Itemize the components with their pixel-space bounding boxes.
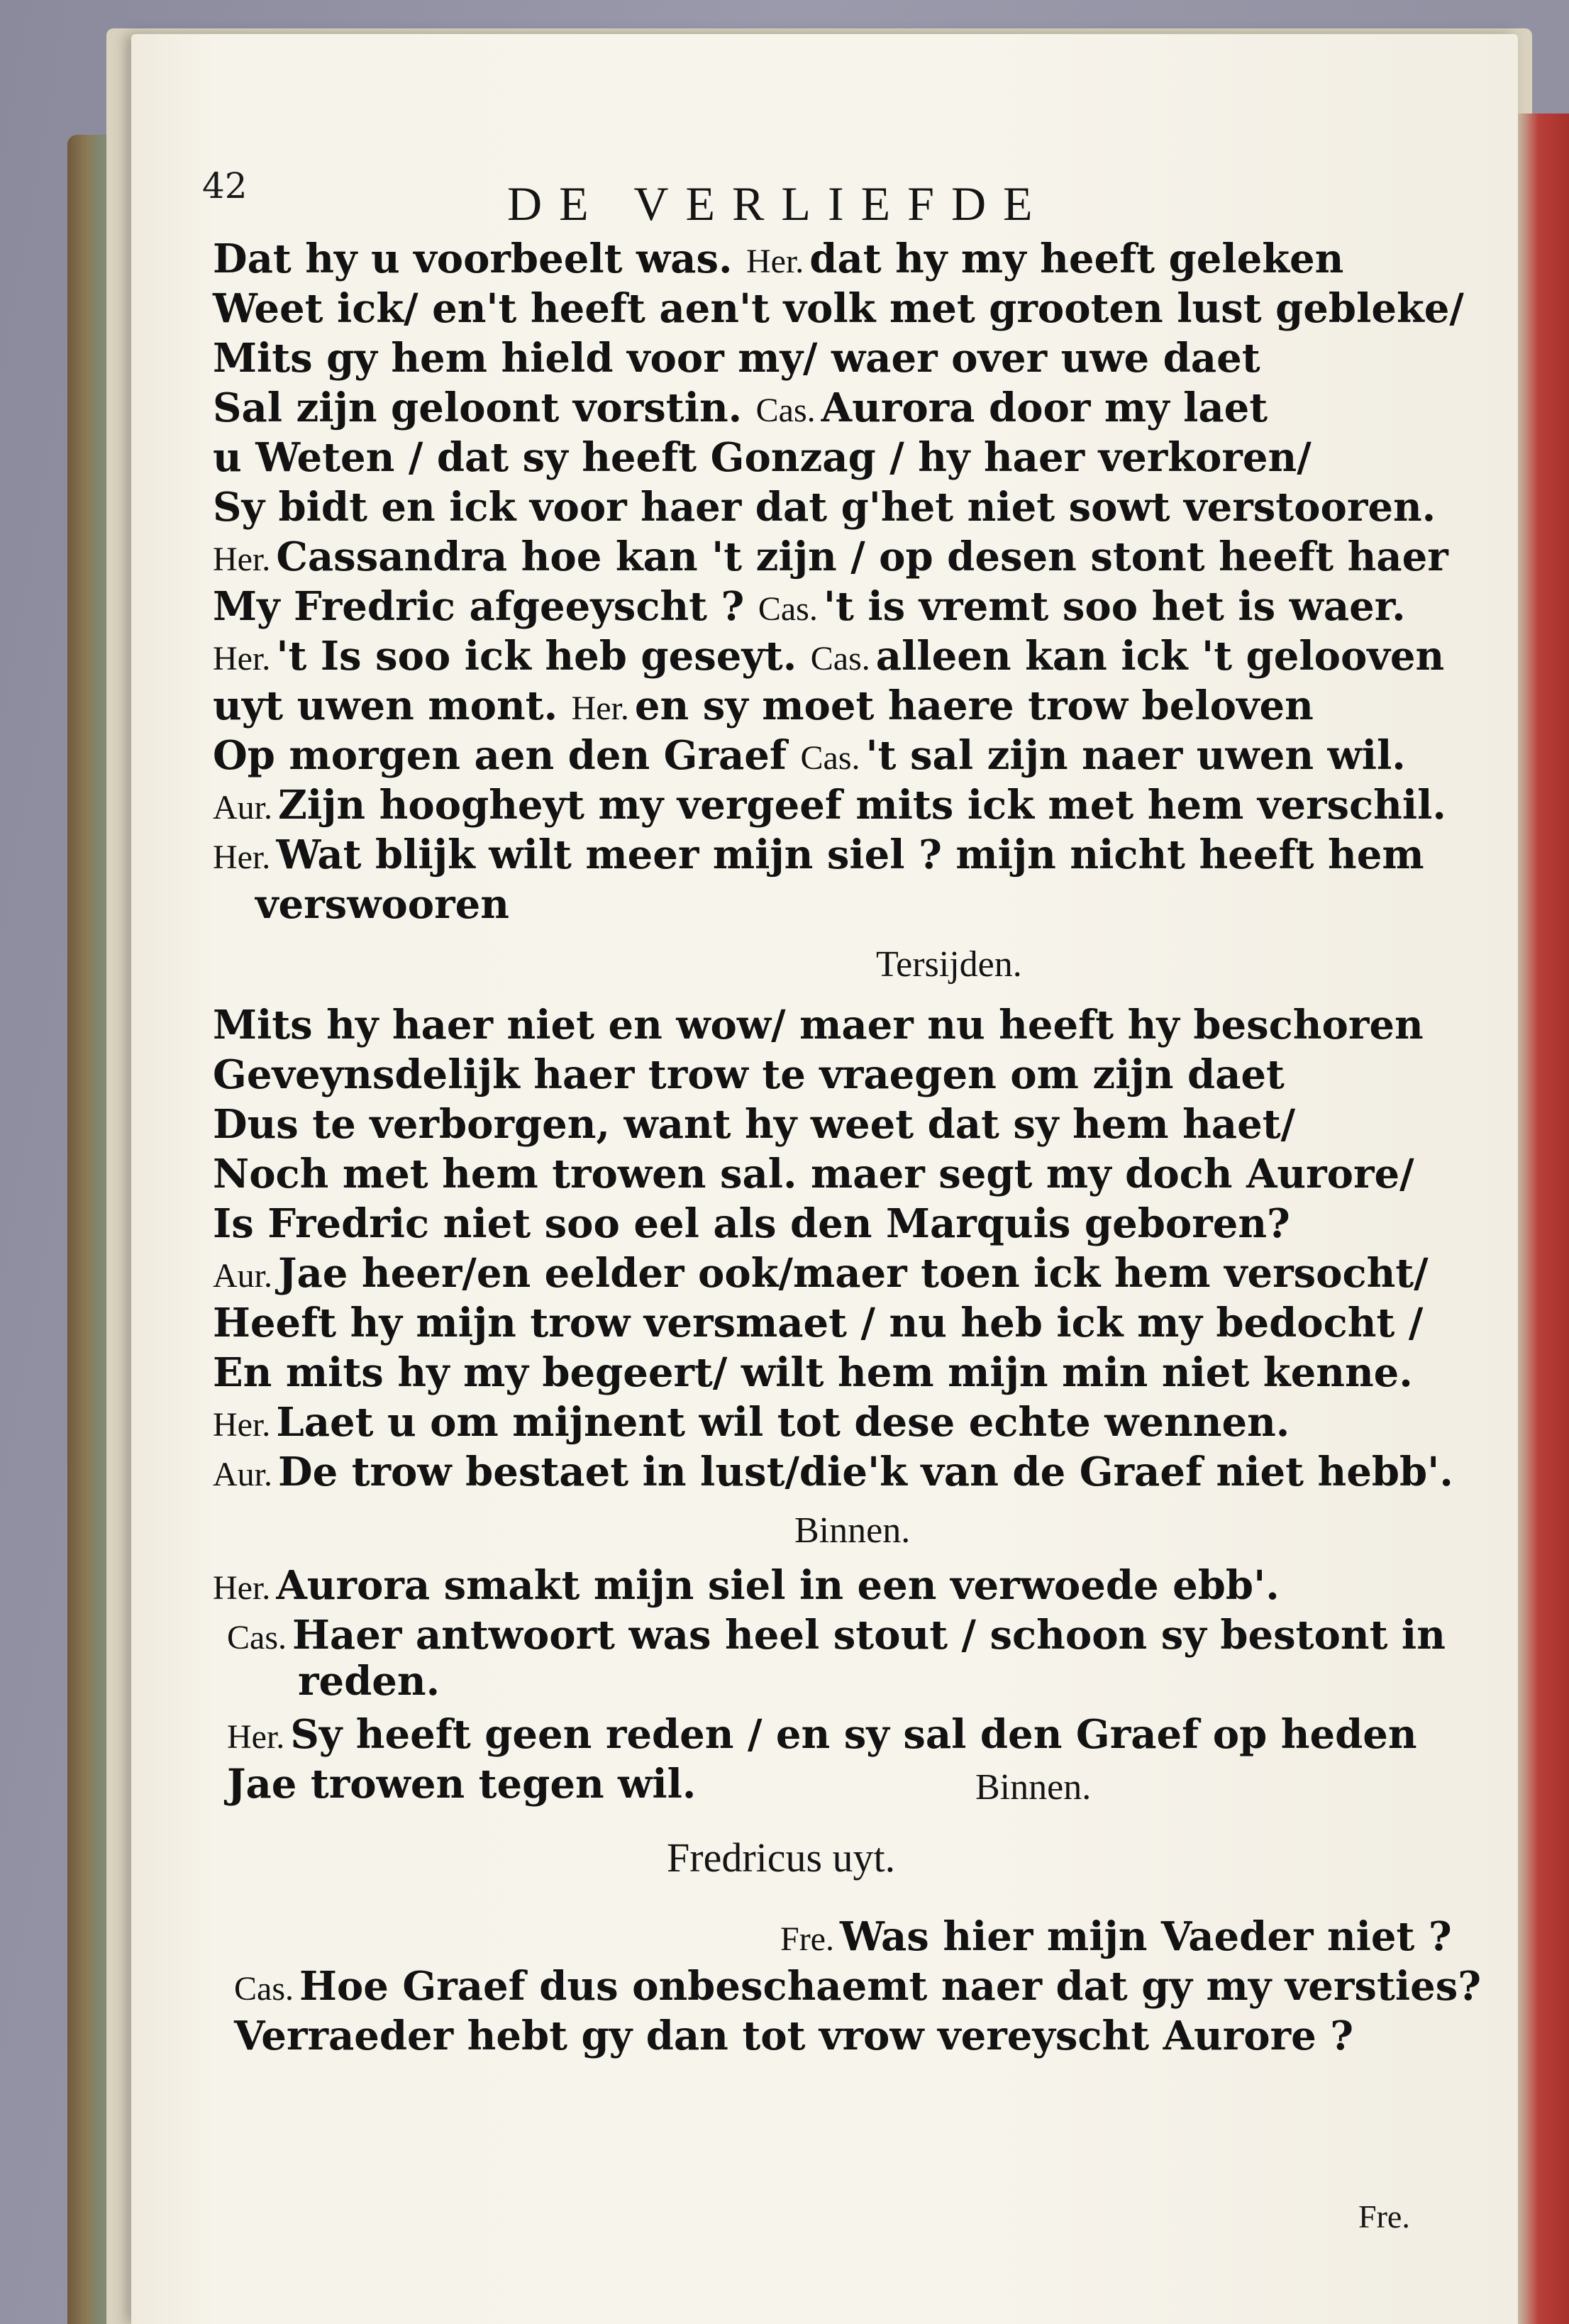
line-text: 't is vremt soo het is waer. [823, 583, 1406, 630]
line-text: My Fredric afgeeyscht ? [213, 583, 745, 630]
speaker-label: Her. [213, 640, 271, 677]
line-text: Dat hy u voorbeelt was. [213, 236, 733, 282]
text-line [227, 1610, 1446, 1660]
text-line [227, 1710, 1417, 1759]
line-text: Sy heeft geen reden / en sy sal den Graef op heden [290, 1711, 1417, 1758]
stage-direction: Binnen. [794, 1510, 911, 1551]
text-line [234, 1961, 1481, 2011]
text-line [213, 1149, 1414, 1199]
line-text: Mits hy haer niet en wow/ maer nu heeft hy beschoren [213, 1002, 1424, 1048]
text-line [213, 333, 1260, 383]
text-line [213, 1447, 1453, 1497]
text-line [213, 681, 1314, 731]
line-text: Laet u om mijnent wil tot dese echte wennen. [276, 1399, 1290, 1446]
text-line [213, 1000, 1424, 1050]
speaker-label: Her. [213, 541, 271, 578]
line-text: Heeft hy mijn trow versmaet / nu heb ick my bedocht / [213, 1300, 1424, 1346]
line-text: Was hier mijn Vaeder niet ? [839, 1913, 1452, 1960]
speaker-label: Cas. [758, 590, 818, 628]
text-line [780, 1912, 1452, 1961]
text-line [227, 1759, 696, 1809]
speaker-label: Her. [745, 243, 804, 280]
line-text: En mits hy my begeert/ wilt hem mijn min niet kenne. [213, 1349, 1413, 1396]
text-line [255, 880, 509, 929]
text-line [213, 284, 1464, 333]
speaker-label: Aur. [213, 789, 272, 826]
text-line [213, 780, 1446, 830]
text-line [298, 1656, 440, 1706]
speaker-label: Her. [213, 839, 271, 876]
line-text: verswooren [255, 881, 509, 928]
text-line [213, 1348, 1413, 1398]
line-text: Wat blijk wilt meer mijn siel ? mijn nicht heeft hem [276, 831, 1424, 878]
text-line [213, 1249, 1429, 1298]
line-text: reden. [298, 1658, 440, 1705]
line-text: Jae trowen tegen wil. [227, 1761, 697, 1808]
running-head: DE VERLIEFDE [507, 177, 1050, 231]
text-line [213, 1298, 1423, 1348]
speaker-label: Aur. [213, 1456, 272, 1493]
line-text: Verraeder hebt gy dan tot vrow vereyscht Aurore ? [234, 2013, 1354, 2059]
text-line [213, 234, 1343, 284]
line-text: Aurora door my laet [821, 384, 1268, 431]
line-text: Jae heer/en eelder ook/maer toen ick hem versocht/ [278, 1250, 1429, 1297]
stage-direction: Fredricus uyt. [667, 1835, 896, 1881]
line-text: Haer antwoort was heel stout / schoon sy bestont in [292, 1612, 1446, 1659]
speaker-label: Cas. [810, 640, 870, 677]
line-text: en sy moet haere trow beloven [634, 682, 1314, 729]
speaker-label: Cas. [227, 1619, 287, 1656]
speaker-label: Her. [227, 1718, 285, 1756]
line-text: Sal zijn geloont vorstin. [213, 384, 743, 431]
speaker-label: Her. [213, 1569, 271, 1607]
line-text: u Weten / dat sy heeft Gonzag / hy haer verkoren/ [213, 434, 1312, 481]
line-text: Is Fredric niet soo eel als den Marquis geboren? [213, 1200, 1290, 1247]
line-text: Aurora smakt mijn siel in een verwoede ebb'. [276, 1562, 1280, 1609]
catchword: Fre. [1358, 2198, 1410, 2235]
line-text: dat hy my heeft geleken [809, 236, 1344, 282]
text-line [213, 631, 1444, 681]
speaker-label: Fre. [780, 1920, 834, 1958]
text-line [213, 433, 1312, 482]
book-page [131, 34, 1518, 2324]
line-text: Mits gy hem hield voor my/ waer over uwe daet [213, 335, 1260, 382]
stage-direction: Binnen. [975, 1767, 1092, 1808]
speaker-label: Her. [571, 690, 629, 727]
text-line [213, 1398, 1290, 1447]
line-text: Hoe Graef dus onbeschaemt naer dat gy my versties? [299, 1963, 1482, 2010]
line-text: De trow bestaet in lust/die'k van de Graef niet hebb'. [278, 1449, 1453, 1495]
line-text: uyt uwen mont. [213, 682, 558, 729]
text-line [213, 731, 1406, 780]
line-text: Noch met hem trowen sal. maer segt my doch Aurore/ [213, 1151, 1414, 1197]
line-text: 't sal zijn naer uwen wil. [865, 732, 1406, 779]
line-text: Dus te verborgen, want hy weet dat sy hem haet/ [213, 1101, 1296, 1148]
text-line [213, 582, 1406, 631]
speaker-label: Cas. [755, 392, 816, 429]
line-text: alleen kan ick 't gelooven [875, 633, 1445, 680]
text-line [213, 1050, 1285, 1100]
speaker-label: Cas. [234, 1970, 294, 2008]
text-line [234, 2011, 1353, 2061]
book-cover-edge [1518, 114, 1569, 2324]
stage-direction: Tersijden. [876, 944, 1022, 985]
text-line [213, 830, 1424, 880]
page-number: 42 [202, 165, 248, 206]
line-text: Op morgen aen den Graef [213, 732, 787, 779]
text-line [213, 1100, 1295, 1149]
speaker-label: Aur. [213, 1257, 272, 1295]
line-text: Cassandra hoe kan 't zijn / op desen stont heeft haer [276, 533, 1448, 580]
line-text: Sy bidt en ick voor haer dat g'het niet sowt verstooren. [213, 484, 1436, 531]
text-line [213, 1199, 1290, 1249]
line-text: Weet ick/ en't heeft aen't volk met grooten lust gebleke/ [213, 285, 1464, 332]
text-line [213, 532, 1448, 582]
line-text: 't Is soo ick heb geseyt. [276, 633, 797, 680]
text-line [213, 482, 1436, 532]
line-text: Zijn hoogheyt my vergeef mits ick met hem verschil. [278, 782, 1446, 829]
speaker-label: Her. [213, 1406, 271, 1444]
text-line [213, 1561, 1280, 1610]
text-line [213, 383, 1268, 433]
line-text: Geveynsdelijk haer trow te vraegen om zijn daet [213, 1051, 1285, 1098]
speaker-label: Cas. [800, 739, 860, 777]
